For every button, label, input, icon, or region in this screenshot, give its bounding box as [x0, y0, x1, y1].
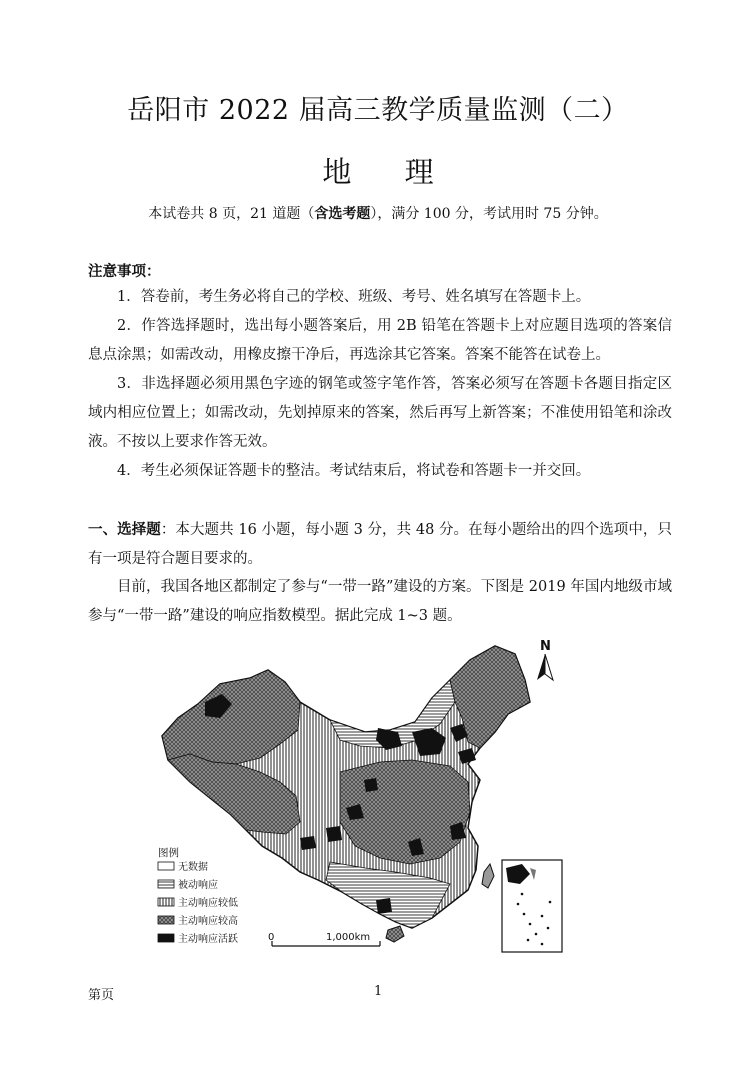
- notice-title: 注意事项：: [88, 264, 161, 280]
- legend-item-active-low: 主动响应较低: [178, 898, 238, 909]
- legend-item-passive: 被动响应: [178, 880, 218, 891]
- notice-item-3: 3．非选择题必须用黑色字迹的钢笔或签字笔作答，答案必须写在答题卡各题目指定区域内相应位置上；如需改动，先划掉原来的答案，然后再写上新答案；不准使用铅笔和涂改液。不按以上要求作答无效。: [88, 376, 672, 450]
- question-context: 目前，我国各地区都制定了参与“一带一路”建设的方案。下图是 2019 年国内地级市域参与“一带一路”建设的响应指数模型。据此完成 1~3 题。: [88, 579, 672, 624]
- legend-item-no-data: 无数据: [178, 862, 208, 873]
- exam-intro: [0, 203, 756, 223]
- section-1-label: 一、选择题: [88, 521, 161, 538]
- section-1-text: ：本大题共 16 小题，每小题 3 分，共 48 分。在每小题给出的四个选项中，只有一项是符合题目要求的。: [88, 522, 673, 567]
- intro-bold: 含选考题: [314, 206, 371, 222]
- legend-title: 图例: [158, 847, 179, 859]
- notice-item-2: 2．作答选择题时，选出每小题答案后，用 2B 铅笔在答题卡上对应题目选项的答案信息点涂黑；如需改动，用橡皮擦干净后，再选涂其它答案。答案不能答在试卷上。: [88, 318, 672, 363]
- exam-title: 岳阳市 2022 届高三教学质量监测（二）: [127, 95, 629, 126]
- intro-text-b: ），满分 100 分，考试用时 75 分钟。: [370, 206, 608, 222]
- notice-item-4: 4．考生必须保证答题卡的整洁。考试结束后，将试卷和答题卡一并交回。: [117, 463, 591, 479]
- footer-left: 第页: [88, 988, 115, 1003]
- scale-zero: 0: [268, 932, 275, 943]
- scale-bar: [268, 932, 380, 946]
- map-legend: [158, 846, 238, 945]
- legend-item-active-high: 主动响应较高: [178, 916, 238, 927]
- page-number: 1: [374, 984, 383, 999]
- subject-title: 地 理: [322, 155, 456, 189]
- notice-item-1: 1．答卷前，考生务必将自己的学校、班级、考号、姓名填写在答题卡上。: [117, 289, 591, 305]
- scale-label: 1,000km: [326, 932, 371, 943]
- china-response-index-map: [150, 632, 568, 960]
- legend-item-active-vibrant: 主动响应活跃: [178, 934, 238, 945]
- intro-text-a: 本试卷共 8 页，21 道题（: [148, 206, 315, 222]
- north-label: N: [540, 639, 551, 654]
- section-1-heading: [88, 515, 672, 574]
